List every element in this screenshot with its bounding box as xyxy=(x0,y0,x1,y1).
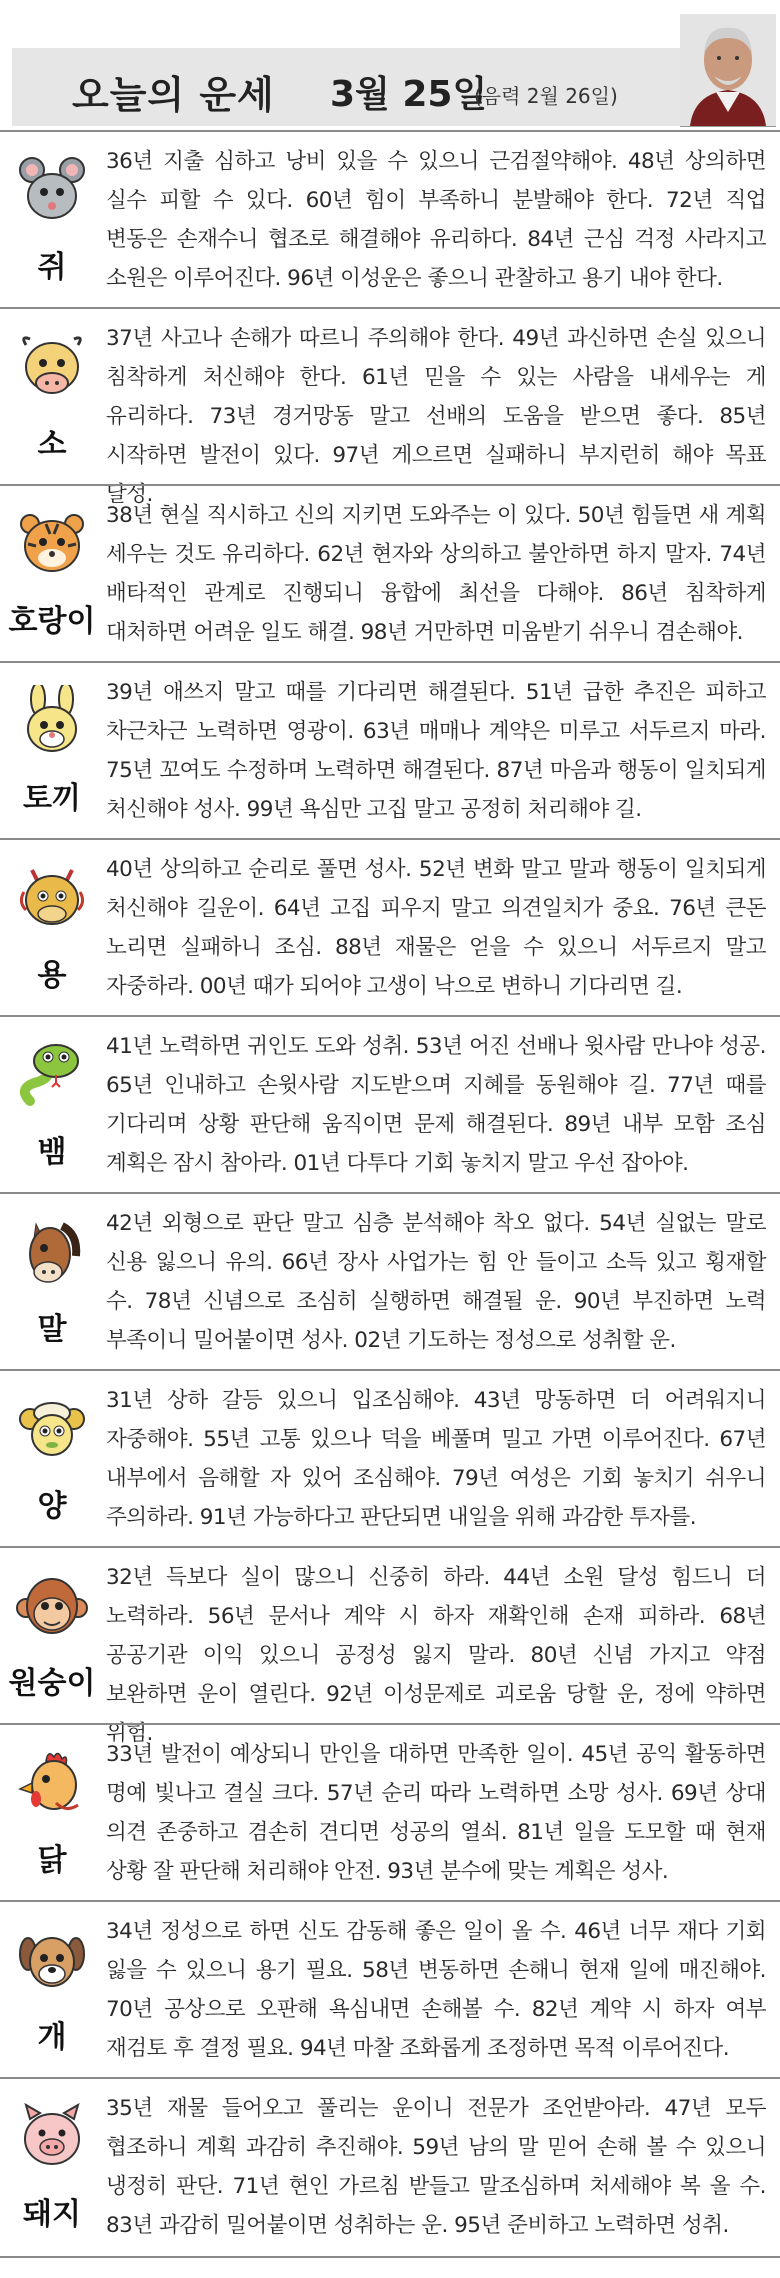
animal-cell xyxy=(4,309,100,486)
lunar-date-label: (음력 2월 26일) xyxy=(474,84,618,108)
dragon-icon xyxy=(16,862,88,934)
animal-cell xyxy=(4,2079,100,2256)
animal-cell xyxy=(4,1371,100,1548)
animal-cell xyxy=(4,1902,100,2079)
rooster-icon xyxy=(16,1747,88,1819)
fortune-text: 39년 애쓰지 말고 때를 기다리면 해결된다. 51년 급한 추진은 피하고 차근차근 노력하면 영광이. 63년 매매나 계약은 미루고 서두르지 마라. 75년 꼬여도 수정하며 노력하면 해결된다. 87년 마음과 행동이 일치되게 처신해야 성사. 99년 욕심만 고집 말고 공정히 처리해야 길. xyxy=(106,680,766,822)
fortune-row-tiger xyxy=(0,484,780,663)
animal-cell xyxy=(4,1017,100,1194)
animal-name: 양 xyxy=(37,1489,67,1524)
author-portrait-icon xyxy=(680,14,776,126)
rabbit-icon xyxy=(16,685,88,757)
animal-cell xyxy=(4,132,100,309)
page-title: 오늘의 운세 xyxy=(72,73,275,117)
animal-name: 원숭이 xyxy=(8,1666,96,1701)
animal-cell xyxy=(4,1194,100,1371)
animal-cell xyxy=(4,1548,100,1725)
fortune-text: 37년 사고나 손해가 따르니 주의해야 한다. 49년 과신하면 손실 있으니 침착하게 처신해야 한다. 61년 믿을 수 있는 사람을 내세우는 게 유리하다. 73년 경거망동 말고 선배의 도움을 받으면 좋다. 85년 시작하면 발전이 있다. 97년 게으르면 실패하니 부지런히 해야 목표 달성. xyxy=(106,326,766,507)
animal-name: 말 xyxy=(37,1312,67,1347)
rat-icon xyxy=(16,154,88,226)
animal-name: 용 xyxy=(37,958,67,993)
fortune-row-snake xyxy=(0,1015,780,1194)
fortune-row-pig xyxy=(0,2077,780,2258)
animal-name: 토끼 xyxy=(23,781,81,816)
fortune-text: 35년 재물 들어오고 풀리는 운이니 전문가 조언받아라. 47년 모두 협조하니 계획 과감히 추진해야. 59년 남의 말 믿어 손해 볼 수 있으니 냉정히 판단. 71년 현인 가르침 받들고 말조심하며 처세해야 복 올 수. 83년 과감히 밀어붙이면 성취하는 운. 95년 준비하고 노력하면 성취. xyxy=(106,2096,766,2238)
date-label: 3월 25일 xyxy=(330,74,488,115)
fortune-text: 32년 득보다 실이 많으니 신중히 하라. 44년 소원 달성 힘드니 더 노력하라. 56년 문서나 계약 시 하자 재확인해 손재 피하라. 68년 공공기관 이익 있으니 공정성 잃지 말라. 80년 신념 가지고 약점 보완하면 운이 열린다. 92년 이성문제로 괴로움 당할 운, 정에 약하면 위험. xyxy=(106,1565,766,1746)
animal-name: 소 xyxy=(37,427,67,462)
pig-icon xyxy=(16,2101,88,2173)
animal-name: 호랑이 xyxy=(8,604,96,639)
fortune-row-sheep xyxy=(0,1369,780,1548)
fortune-row-rooster xyxy=(0,1723,780,1902)
fortune-row-dragon xyxy=(0,838,780,1017)
fortune-text: 42년 외형으로 판단 말고 심층 분석해야 착오 없다. 54년 실없는 말로 신용 잃으니 유의. 66년 장사 사업가는 힘 안 들이고 소득 있고 횡재할 수. 78년 신념으로 조심히 실행하면 해결될 운. 90년 부진하면 노력 부족이니 밀어붙이면 성사. 02년 기도하는 정성으로 성취할 운. xyxy=(106,1211,766,1353)
fortune-text: 36년 지출 심하고 낭비 있을 수 있으니 근검절약해야. 48년 상의하면 실수 피할 수 있다. 60년 힘이 부족하니 분발해야 한다. 72년 직업 변동은 손재수니 협조로 해결해야 유리하다. 84년 근심 걱정 사라지고 소원은 이루어진다. 96년 이성운은 좋으니 관찰하고 용기 내야 한다. xyxy=(106,149,766,291)
animal-cell xyxy=(4,840,100,1017)
animal-name: 닭 xyxy=(37,1843,67,1878)
fortune-row-rabbit xyxy=(0,661,780,840)
animal-name: 뱀 xyxy=(37,1135,67,1170)
fortune-text: 40년 상의하고 순리로 풀면 성사. 52년 변화 말고 말과 행동이 일치되게 처신해야 길운이. 64년 고집 피우지 말고 의견일치가 중요. 76년 큰돈 노리면 실패하니 조심. 88년 재물은 얻을 수 있으니 서두르지 말고 자중하라. 00년 때가 되어야 고생이 낙으로 변하니 기다리면 길. xyxy=(106,857,766,999)
snake-icon xyxy=(16,1039,88,1111)
header xyxy=(12,14,770,126)
animal-cell xyxy=(4,1725,100,1902)
monkey-icon xyxy=(16,1570,88,1642)
fortune-text: 33년 발전이 예상되니 만인을 대하면 만족한 일이. 45년 공익 활동하면 명예 빛나고 결실 크다. 57년 순리 따라 노력하면 소망 성사. 69년 상대 의견 존중하고 겸손히 견디면 성공의 열쇠. 81년 일을 도모할 때 현재 상황 잘 판단해 처리해야 안전. 93년 분수에 맞는 계획은 성사. xyxy=(106,1742,766,1884)
ox-icon xyxy=(16,331,88,403)
author-photo xyxy=(680,14,776,127)
fortune-text: 34년 정성으로 하면 신도 감동해 좋은 일이 올 수. 46년 너무 재다 기회 잃을 수 있으니 용기 필요. 58년 변동하면 손해니 현재 일에 매진해야. 70년 공상으로 오판해 욕심내면 손해볼 수. 82년 계약 시 하자 여부 재검토 후 결정 필요. 94년 마찰 조화롭게 조정하면 목적 이루어진다. xyxy=(106,1919,766,2061)
animal-name: 개 xyxy=(37,2020,67,2055)
animal-cell xyxy=(4,486,100,663)
animal-cell xyxy=(4,663,100,840)
fortune-text: 31년 상하 갈등 있으니 입조심해야. 43년 망동하면 더 어려워지니 자중해야. 55년 고통 있으나 덕을 베풀며 밀고 가면 이루어진다. 67년 내부에서 음해할 자 있어 조심해야. 79년 여성은 기회 놓치기 쉬우니 주의하라. 91년 가능하다고 판단되면 내일을 위해 과감한 투자를. xyxy=(106,1388,766,1530)
fortune-text: 38년 현실 직시하고 신의 지키면 도와주는 이 있다. 50년 힘들면 새 계획 세우는 것도 유리하다. 62년 현자와 상의하고 불안하면 하지 말자. 74년 배타적인 관계로 진행되니 융합에 최선을 다해야. 86년 침착하게 대처하면 어려운 일도 해결. 98년 거만하면 미움받기 쉬우니 겸손해야. xyxy=(106,503,766,645)
tiger-icon xyxy=(16,508,88,580)
horse-icon xyxy=(16,1216,88,1288)
fortune-row-ox xyxy=(0,307,780,507)
fortune-text: 41년 노력하면 귀인도 도와 성취. 53년 어진 선배나 윗사람 만나야 성공. 65년 인내하고 손윗사람 지도받으며 지혜를 동원해야 길. 77년 때를 기다리며 상황 판단해 움직이면 문제 해결된다. 89년 내부 모함 조심 계획은 잠시 참아라. 01년 다투다 기회 놓치지 말고 우선 잡아야. xyxy=(106,1034,766,1176)
fortune-row-horse xyxy=(0,1192,780,1371)
fortune-row-monkey xyxy=(0,1546,780,1746)
animal-name: 돼지 xyxy=(23,2197,81,2232)
animal-name: 쥐 xyxy=(37,250,67,285)
fortune-row-rat xyxy=(0,130,780,309)
fortune-row-dog xyxy=(0,1900,780,2079)
dog-icon xyxy=(16,1924,88,1996)
sheep-icon xyxy=(16,1393,88,1465)
